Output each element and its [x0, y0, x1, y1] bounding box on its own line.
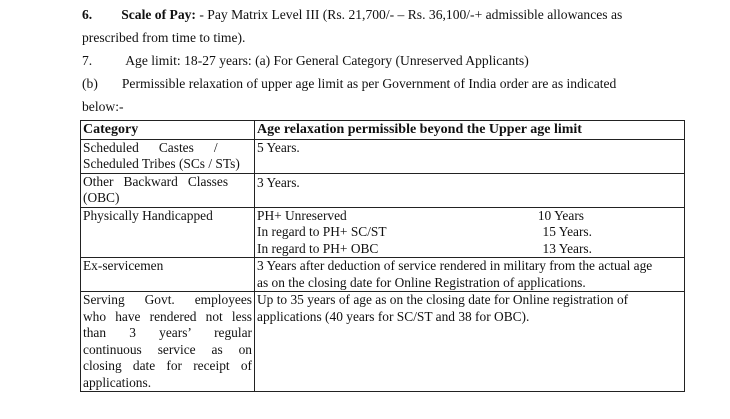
relaxation-cell: [255, 292, 685, 392]
ph-value: 10 Years: [537, 207, 584, 223]
section-6-text: - Pay Matrix Level III (Rs. 21,700/- – Rs. 36,100/-+ admissible allowances as: [195, 7, 623, 22]
section-6-line-1: [82, 6, 622, 24]
ph-value: 15 Years.: [542, 224, 592, 239]
ph-line: [257, 224, 682, 241]
table-row: [81, 173, 685, 207]
section-b-text: Permissible relaxation of upper age limit as per Government of India order are as indicated: [121, 76, 617, 91]
header-age-relaxation: Age relaxation permissible beyond the Upper age limit: [255, 121, 685, 140]
category-cell: [81, 258, 255, 292]
category-line: Physically Handicapped: [83, 207, 213, 223]
section-b-line-2: below:-: [82, 99, 124, 114]
section-7-text: Age limit: 18-27 years: (a) For General Category (Unreserved Applicants): [125, 53, 529, 68]
header-category: Category: [81, 121, 255, 140]
category-line: closing date for receipt of: [83, 358, 252, 373]
category-line: Scheduled Castes /: [83, 139, 218, 155]
category-cell: [81, 173, 255, 207]
table-row: [81, 139, 685, 173]
table-row: [81, 258, 685, 292]
relaxation-cell: [255, 139, 685, 173]
category-line: than 3 years’ regular: [83, 325, 252, 340]
category-line: Scheduled Tribes (SCs / STs): [83, 156, 240, 171]
relaxation-cell: [255, 258, 685, 292]
relaxation-line: 5 Years.: [257, 139, 300, 155]
ph-label: In regard to PH+ SC/ST: [257, 224, 387, 239]
relaxation-line: 3 Years after deduction of service rendered in military from the actual age: [257, 258, 653, 273]
section-6-line-2: prescribed from time to time).: [82, 30, 246, 45]
age-relaxation-table: [80, 120, 685, 392]
section-6-number: 6.: [82, 7, 93, 22]
ph-line: [257, 208, 682, 225]
table-row: [81, 292, 685, 392]
relaxation-cell: [255, 173, 685, 207]
category-line: who have rendered not less: [83, 308, 252, 324]
table-header-row: [81, 121, 685, 140]
ph-line: [257, 241, 682, 258]
category-line: applications.: [83, 374, 152, 390]
section-7-line: [82, 52, 529, 70]
category-cell: [81, 292, 255, 392]
category-line: (OBC): [83, 190, 120, 205]
category-cell: [81, 207, 255, 258]
relaxation-line: as on the closing date for Online Registration of applications.: [257, 274, 586, 290]
category-line: Serving Govt. employees: [83, 292, 252, 307]
category-line: Ex-servicemen: [83, 258, 164, 273]
relaxation-cell: [255, 207, 685, 258]
section-b-label: (b): [82, 76, 98, 91]
section-6-heading: Scale of Pay:: [121, 7, 196, 22]
table-row: [81, 207, 685, 258]
relaxation-line: Up to 35 years of age as on the closing date for Online registration of: [257, 292, 629, 307]
ph-label: PH+ Unreserved: [257, 207, 347, 223]
relaxation-line: 3 Years.: [257, 174, 300, 190]
ph-value: 13 Years.: [542, 240, 592, 256]
category-line: continuous service as on: [83, 341, 252, 357]
section-b-line-1: [82, 75, 616, 93]
ph-label: In regard to PH+ OBC: [257, 240, 379, 256]
relaxation-line: applications (40 years for SC/ST and 38 for OBC).: [257, 308, 530, 324]
category-line: Other Backward Classes: [83, 173, 229, 189]
section-7-number: 7.: [82, 53, 93, 68]
category-cell: [81, 139, 255, 173]
